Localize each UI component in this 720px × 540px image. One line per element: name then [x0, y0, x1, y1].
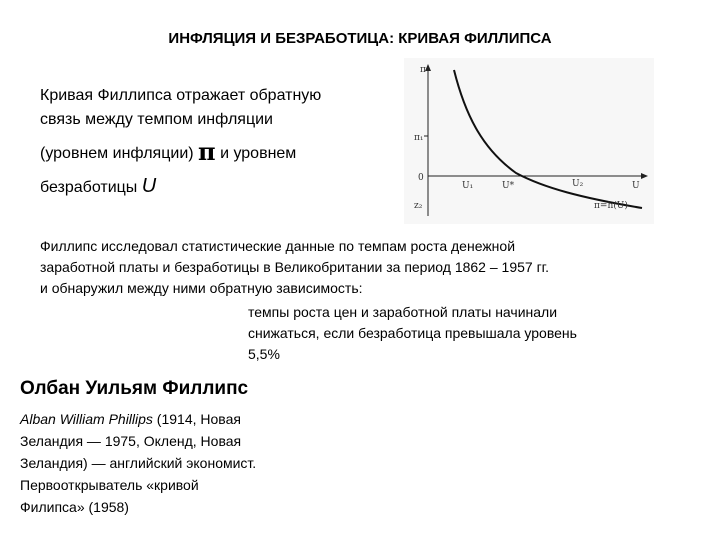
research-paragraph [40, 236, 680, 299]
pi1-label: π₁ [414, 133, 424, 143]
bio-line-3: Зеландия) — английский экономист. [20, 455, 257, 471]
person-bio [20, 408, 340, 518]
ustar-label: U* [502, 181, 515, 191]
paragraph-line-1: Филлипс исследовал статистические данные по темпам роста денежной [40, 238, 516, 254]
pi-symbol: π [198, 137, 216, 166]
person-name-latin: Alban William Phillips [20, 411, 153, 427]
paragraph-line-2: заработной платы и безработицы в Великобритании за период 1862 – 1957 гг. [40, 259, 549, 275]
intro-line-4 [40, 174, 400, 200]
u-symbol: U [141, 175, 157, 197]
zero-label: 0 [418, 173, 424, 183]
person-name: Олбан Уильям Филлипс [20, 378, 249, 399]
intro-line-3b-text: и уровнем [220, 145, 297, 162]
phillips-curve-graph [404, 58, 654, 224]
page-title: ИНФЛЯЦИЯ И БЕЗРАБОТИЦА: КРИВАЯ ФИЛЛИПСА [168, 30, 552, 47]
intro-line-1: Кривая Филлипса отражает обратную [40, 87, 322, 104]
intro-line-3-text: (уровнем инфляции) [40, 145, 194, 162]
finding-quote [248, 302, 678, 365]
u1-label: U₁ [462, 181, 474, 191]
phillips-curve-svg [404, 58, 654, 224]
bio-line-5: Филипса» (1958) [20, 499, 129, 515]
paragraph-line-3: и обнаружил между ними обратную зависимость: [40, 280, 363, 296]
x-axis-label: U [632, 181, 640, 191]
intro-line-2: связь между темпом инфляции [40, 111, 273, 128]
intro-text [40, 84, 400, 200]
quote-line-3: 5,5% [248, 346, 280, 362]
bio-line-1 [20, 408, 340, 430]
bio-line-2: Зеландия — 1975, Окленд, Новая [20, 433, 242, 449]
intro-line-4-text: безработицы [40, 179, 138, 196]
quote-line-1: темпы роста цен и заработной платы начинали [248, 304, 558, 320]
y-axis-label: π [420, 65, 426, 75]
intro-line-3 [40, 137, 400, 166]
phillips-curve [454, 70, 642, 208]
u2-label: U₂ [572, 179, 584, 189]
curve-label: π=h(U) [594, 201, 628, 211]
bio-line-4: Первооткрыватель «кривой [20, 477, 199, 493]
x-axis-arrow [641, 173, 648, 179]
bio-line-1-rest: (1914, Новая [152, 411, 241, 427]
z2-label: z₂ [414, 201, 423, 211]
quote-line-2: снижаться, если безработица превышала уровень [248, 325, 577, 341]
